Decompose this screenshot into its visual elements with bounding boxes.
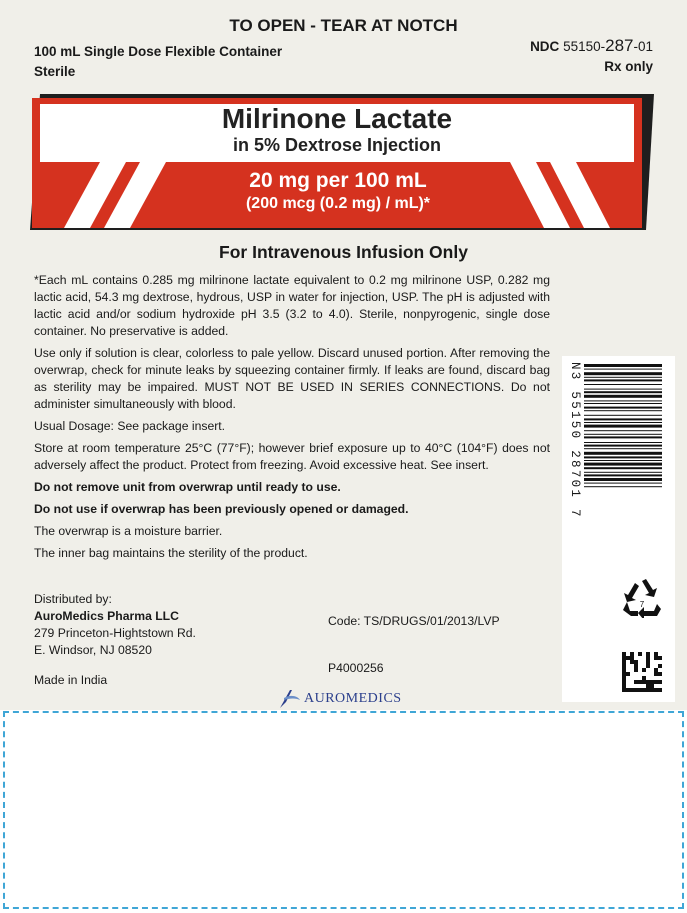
barcode-bar bbox=[584, 422, 662, 423]
matrix-cell bbox=[646, 680, 650, 684]
use-only-text: Use only if solution is clear, colorless to pale yellow. Discard unused portion. After removing the overwrap, check for minute leaks by squeezing container firmly. If leaks are found, discard bag as sterility may be impaired. MUST NOT BE USED IN SERIES CONNECTIONS. Do not administer simultaneously with blood. bbox=[34, 346, 550, 411]
matrix-cell bbox=[650, 688, 654, 692]
barcode-bar bbox=[584, 395, 662, 398]
barcode-bar bbox=[584, 403, 662, 404]
matrix-cell bbox=[634, 688, 638, 692]
recycle-icon bbox=[621, 578, 663, 618]
matrix-cell bbox=[634, 680, 638, 684]
barcode-bar bbox=[584, 379, 662, 381]
container-description: 100 mL Single Dose Flexible Container bbox=[34, 44, 283, 59]
barcode-bar bbox=[584, 425, 662, 428]
product-name-box bbox=[40, 104, 634, 162]
matrix-cell bbox=[622, 672, 626, 676]
matrix-cell bbox=[622, 684, 626, 688]
matrix-cell bbox=[642, 688, 646, 692]
matrix-cell bbox=[622, 656, 626, 660]
regulatory-code: Code: TS/DRUGS/01/2013/LVP bbox=[328, 614, 500, 628]
matrix-cell bbox=[654, 668, 658, 672]
barcode-bar bbox=[584, 377, 662, 378]
barcode-bar bbox=[584, 452, 662, 455]
barcode-bar bbox=[584, 448, 662, 449]
inner-bag-text: The inner bag maintains the sterility of the product. bbox=[34, 546, 308, 560]
svg-text:7: 7 bbox=[639, 600, 645, 609]
barcode-bar bbox=[584, 410, 662, 411]
barcode-bar bbox=[584, 445, 662, 447]
tear-instruction: TO OPEN - TEAR AT NOTCH bbox=[229, 16, 458, 35]
matrix-cell bbox=[622, 664, 626, 668]
matrix-cell bbox=[626, 672, 630, 676]
matrix-cell bbox=[622, 688, 626, 692]
ndc-info bbox=[530, 36, 653, 77]
product-banner bbox=[30, 94, 654, 230]
barcode-bar bbox=[584, 384, 662, 385]
barcode-bar bbox=[584, 372, 662, 375]
matrix-cell bbox=[654, 656, 658, 660]
barcode-bar bbox=[584, 436, 662, 438]
barcode-bar bbox=[584, 483, 662, 484]
barcode-bar bbox=[584, 486, 662, 487]
matrix-cell bbox=[654, 672, 658, 676]
matrix-cell bbox=[630, 656, 634, 660]
product-code: P4000256 bbox=[328, 661, 384, 675]
matrix-cell bbox=[622, 652, 626, 656]
matrix-cell bbox=[634, 660, 638, 664]
distributor-block bbox=[34, 591, 196, 659]
barcode-bar bbox=[584, 430, 662, 431]
barcode-bar bbox=[584, 369, 662, 370]
barcode-bar bbox=[584, 434, 662, 435]
drug-subtitle: in 5% Dextrose Injection bbox=[232, 135, 442, 155]
matrix-cell bbox=[654, 680, 658, 684]
matrix-cell bbox=[654, 688, 658, 692]
matrix-cell bbox=[630, 660, 634, 664]
distributor-company: AuroMedics Pharma LLC bbox=[34, 609, 179, 623]
matrix-cell bbox=[638, 680, 642, 684]
matrix-cell bbox=[650, 684, 654, 688]
matrix-cell bbox=[622, 680, 626, 684]
matrix-cell bbox=[658, 680, 662, 684]
distributed-by-label: Distributed by: bbox=[34, 592, 112, 606]
matrix-cell bbox=[626, 688, 630, 692]
matrix-cell bbox=[626, 656, 630, 660]
matrix-cell bbox=[658, 656, 662, 660]
matrix-cell bbox=[638, 688, 642, 692]
barcode-bar bbox=[584, 391, 662, 393]
dosage-text: Usual Dosage: See package insert. bbox=[34, 419, 226, 433]
matrix-cell bbox=[638, 652, 642, 656]
barcode-bar bbox=[584, 472, 662, 473]
auromedics-logo bbox=[278, 688, 402, 710]
overwrap-text: The overwrap is a moisture barrier. bbox=[34, 524, 223, 538]
matrix-cell bbox=[646, 664, 650, 668]
matrix-cell bbox=[630, 688, 634, 692]
barcode-bar bbox=[584, 474, 662, 476]
matrix-cell bbox=[622, 676, 626, 680]
barcode-bar bbox=[584, 463, 662, 466]
matrix-cell bbox=[646, 652, 650, 656]
barcode-bar bbox=[584, 478, 662, 481]
sterile-label: Sterile bbox=[34, 64, 76, 79]
barcode-bar bbox=[584, 389, 662, 390]
barcode-bar bbox=[584, 460, 662, 461]
barcode-image bbox=[584, 364, 664, 544]
ndc-number: NDC 55150-287-01 bbox=[530, 36, 653, 55]
matrix-cell bbox=[650, 680, 654, 684]
matrix-cell bbox=[642, 668, 646, 672]
matrix-cell bbox=[622, 668, 626, 672]
made-in: Made in India bbox=[34, 673, 108, 687]
logo-text: AUROMEDICS bbox=[304, 691, 402, 706]
matrix-cell bbox=[634, 668, 638, 672]
matrix-cell bbox=[658, 688, 662, 692]
container-info bbox=[34, 42, 282, 82]
barcode-digits: N3 55150 28701 7 bbox=[568, 362, 582, 519]
logo-mark-icon bbox=[278, 688, 302, 710]
barcode-bar bbox=[584, 364, 662, 367]
barcode-bar bbox=[584, 467, 662, 469]
matrix-cell bbox=[642, 680, 646, 684]
rx-only: Rx only bbox=[604, 59, 653, 74]
matrix-cell bbox=[658, 672, 662, 676]
strength-line2: (200 mcg (0.2 mg) / mL)* bbox=[245, 195, 431, 212]
warning-overwrap-opened: Do not use if overwrap has been previously opened or damaged. bbox=[34, 502, 409, 516]
overwrap-tear-area bbox=[3, 711, 684, 909]
storage-text: Store at room temperature 25°C (77°F); however brief exposure up to 40°C (104°F) does not adversely affect the product. Protect from freezing. Avoid excessive heat. See insert. bbox=[34, 441, 550, 472]
matrix-cell bbox=[634, 664, 638, 668]
matrix-cell bbox=[646, 660, 650, 664]
label-body bbox=[34, 272, 550, 567]
matrix-cell bbox=[646, 688, 650, 692]
matrix-cell bbox=[642, 676, 646, 680]
barcode-bar bbox=[584, 407, 662, 409]
warning-overwrap-remove: Do not remove unit from overwrap until ready to use. bbox=[34, 480, 341, 494]
route-of-administration: For Intravenous Infusion Only bbox=[219, 242, 468, 262]
barcode-bar bbox=[584, 456, 662, 458]
strength-line1: 20 mg per 100 mL bbox=[249, 169, 427, 192]
matrix-cell bbox=[646, 656, 650, 660]
barcode-bar bbox=[584, 400, 662, 401]
barcode-bar bbox=[584, 442, 662, 443]
distributor-address2: E. Windsor, NJ 08520 bbox=[34, 643, 152, 657]
drug-name: Milrinone Lactate bbox=[221, 103, 453, 134]
matrix-cell bbox=[646, 684, 650, 688]
barcode-bar bbox=[584, 418, 662, 420]
matrix-cell bbox=[658, 664, 662, 668]
barcode-bar bbox=[584, 415, 662, 416]
matrix-cell bbox=[654, 652, 658, 656]
composition-text: *Each mL contains 0.285 mg milrinone lactate equivalent to 0.2 mg milrinone USP, 0.282 mg lactic acid, 54.3 mg dextrose, hydrous, USP in water for injection, USP. The pH is adjusted with lactic acid and/or sodium hydroxide pH 3.5 (3.2 to 4.0). Sterile, nonpyrogenic, single dose container. No preservative is added. bbox=[34, 273, 550, 338]
matrix-cell bbox=[622, 660, 626, 664]
distributor-address1: 279 Princeton-Hightstown Rd. bbox=[34, 626, 196, 640]
strength bbox=[30, 168, 646, 214]
matrix-cell bbox=[630, 652, 634, 656]
data-matrix-code bbox=[622, 652, 662, 692]
